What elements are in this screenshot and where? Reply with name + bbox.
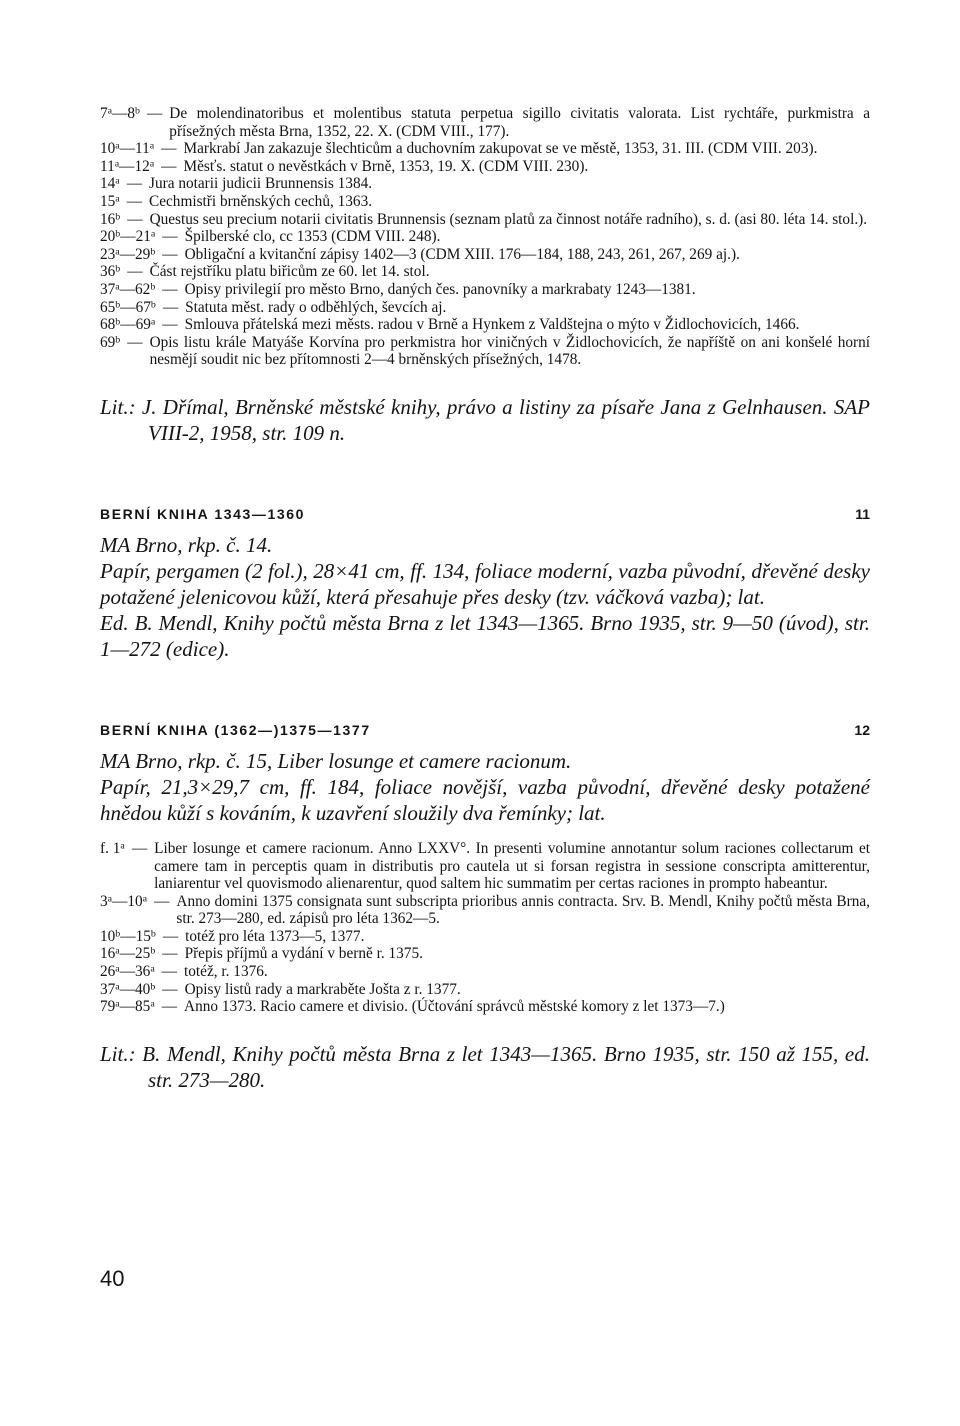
folio-description: totéž, r. 1376. bbox=[184, 963, 268, 981]
folio-entry: 14$^a$ — Jura notarii judicii Brunnensis 1384. bbox=[100, 175, 870, 193]
folio-range: 3$^a$—10$^a$ bbox=[100, 892, 148, 910]
page-content bbox=[100, 105, 870, 1093]
folio-range: 7$^a$—8$^b$ bbox=[100, 105, 140, 122]
folio-range: 16$^b$ bbox=[100, 210, 121, 228]
page-number: 40 bbox=[100, 1266, 125, 1291]
folio-description: Cechmistři brněnských cechů, 1363. bbox=[149, 192, 373, 210]
folio-range: 79$^a$—85$^a$ bbox=[100, 998, 155, 1016]
folio-range: 14$^a$ bbox=[100, 175, 120, 193]
folio-description: De molendinatoribus et molentibus statuta perpetua sigillo civitatis valorata. List rychtáře, purkmistra a přísežných města Brna, 1352, 22. X. (CDM VIII., 177). bbox=[169, 105, 870, 140]
section-title: BERNÍ KNIHA (1362—)1375—1377 bbox=[100, 721, 371, 738]
section-heading bbox=[100, 506, 870, 522]
folio-range: 11$^a$—12$^a$ bbox=[100, 157, 155, 175]
folio-range: f. 1$^a$ bbox=[100, 839, 125, 857]
folio-description: Liber losunge et camere racionum. Anno LXXV°. In presenti volumine annotantur solum raciones collectarum et camere tam in perceptis quam in distributis pro cautela ut si forsan registra in sessione conscripta amitterentur, laniarentur vel quovismodo alienarentur, quod saltem hic summatim per certas raciones in prompto habeantur. bbox=[154, 839, 870, 893]
folio-entry: 3$^a$—10$^a$ — Anno domini 1375 consignata sunt subscripta prioribus annis contracta. Srv. B. Mendl, Knihy počtů města Brna, str. 273—280, ed. zápisů pro léta 1362—5. bbox=[100, 892, 870, 928]
archive-signature: MA Brno, rkp. č. 14. bbox=[100, 532, 273, 557]
folio-range: 23$^a$—29$^b$ bbox=[100, 245, 156, 263]
folio-entry: 20$^b$—21$^a$ — Špilberské clo, cc 1353 (CDM VIII. 248). bbox=[100, 228, 870, 246]
folio-description: Smlouva přátelská mezi městs. radou v Brně a Hynkem z Valdštejna o mýto v Židlochovicích, 1466. bbox=[184, 316, 800, 334]
folio-entry: 36$^b$ — Část rejstříku platu biřicům ze 60. let 14. stol. bbox=[100, 263, 870, 281]
folio-description: Opisy privilegií pro město Brno, daných čes. panovníky a markrabaty 1243—1381. bbox=[184, 280, 696, 298]
folio-range: 68$^b$—69$^a$ bbox=[100, 316, 156, 334]
folio-range: 69$^b$ bbox=[100, 333, 121, 351]
folio-description: Část rejstříku platu biřicům ze 60. let 14. stol. bbox=[149, 263, 430, 281]
folio-entry: 68$^b$—69$^a$ — Smlouva přátelská mezi městs. radou v Brně a Hynkem z Valdštejna o mýto v Židlochovicích, 1466. bbox=[100, 316, 870, 334]
folio-list bbox=[100, 105, 870, 369]
folio-entry: 10$^b$—15$^b$ — totéž pro léta 1373—5, 1377. bbox=[100, 928, 870, 946]
folio-description: Statuta měst. rady o odběhlých, ševcích aj. bbox=[185, 298, 447, 316]
folio-range: 37$^a$—62$^b$ bbox=[100, 280, 156, 298]
folio-entry: 10$^a$—11$^a$ — Markrabí Jan zakazuje šlechticům a duchovním zakupovat se ve městě, 1353, 31. III. (CDM VIII. 203). bbox=[100, 140, 870, 158]
folio-entry: 37$^a$—40$^b$ — Opisy listů rady a markraběte Jošta z r. 1377. bbox=[100, 981, 870, 999]
folio-entry: 15$^a$ — Cechmistři brněnských cechů, 1363. bbox=[100, 193, 870, 211]
folio-entry: 23$^a$—29$^b$ — Obligační a kvitanční zápisy 1402—3 (CDM XIII. 176—184, 188, 243, 261, 267, 269 aj.). bbox=[100, 246, 870, 264]
folio-entry: 37$^a$—62$^b$ — Opisy privilegií pro město Brno, daných čes. panovníky a markrabaty 1243—1381. bbox=[100, 281, 870, 299]
folio-description: Questus seu precium notarii civitatis Brunnensis (seznam platů za činnost notáře radního), s. d. (asi 80. léta 14. stol.). bbox=[149, 210, 868, 228]
folio-description: totéž pro léta 1373—5, 1377. bbox=[185, 927, 365, 945]
folio-description: Špilberské clo, cc 1353 (CDM VIII. 248). bbox=[184, 228, 441, 246]
folio-description: Opisy listů rady a markraběte Jošta z r. 1377. bbox=[184, 980, 461, 998]
section-heading bbox=[100, 722, 870, 738]
folio-list bbox=[100, 840, 870, 1016]
book-description bbox=[100, 532, 870, 662]
folio-entry: 16$^a$—25$^b$ — Přepis příjmů a vydání v berně r. 1375. bbox=[100, 945, 870, 963]
folio-entry: f. 1$^a$ — Liber losunge et camere racionum. Anno LXXV°. In presenti volumine annotantur solum raciones collectarum et camere tam in perceptis quam in distributis pro cautela ut si forsan registra in sessione conscripta amitterentur, laniarentur vel quovismodo alienarentur, quod saltem hic summatim per certas raciones in prompto habeantur. bbox=[100, 839, 870, 893]
section-title: BERNÍ KNIHA 1343—1360 bbox=[100, 505, 306, 522]
physical-description: Papír, pergamen (2 fol.), 28×41 cm, ff. 134, foliace moderní, vazba původní, dřevěné desky potažené jelenicovou kůží, která přesahuje přes desky (tzv. váčková vazba); lat. bbox=[100, 558, 870, 609]
folio-description: Anno domini 1375 consignata sunt subscripta prioribus annis contracta. Srv. B. Mendl, Knihy počtů města Brna, str. 273—280, ed. zápisů pro léta 1362—5. bbox=[176, 892, 870, 928]
section-number: 11 bbox=[855, 505, 870, 522]
folio-entry: 69$^b$ — Opis listu krále Matyáše Korvína pro perkmistra hor viničných v Židlochovicích, že napříště on ani konšelé horní nesmějí soudit nic bez přítomnosti 2—4 brněnských přísežných, 1478. bbox=[100, 333, 870, 369]
folio-description: Anno 1373. Racio camere et divisio. (Účtování správců městské komory z let 1373—7.) bbox=[184, 998, 725, 1016]
folio-description: Obligační a kvitanční zápisy 1402—3 (CDM XIII. 176—184, 188, 243, 261, 267, 269 aj.). bbox=[184, 245, 740, 263]
folio-range: 37$^a$—40$^b$ bbox=[100, 980, 156, 998]
folio-entry: 79$^a$—85$^a$ — Anno 1373. Racio camere et divisio. (Účtování správců městské komory z let 1373—7.) bbox=[100, 998, 870, 1016]
edition-note: Ed. B. Mendl, Knihy počtů města Brna z let 1343—1365. Brno 1935, str. 9—50 (úvod), str. 1—272 (edice). bbox=[100, 610, 870, 661]
book-entry-11 bbox=[100, 506, 870, 662]
folio-range: 36$^b$ bbox=[100, 263, 121, 281]
folio-description: Jura notarii judicii Brunnensis 1384. bbox=[149, 175, 373, 193]
folio-range: 26$^a$—36$^a$ bbox=[100, 963, 155, 981]
folio-range: 10$^a$—11$^a$ bbox=[100, 140, 155, 158]
folio-range: 16$^a$—25$^b$ bbox=[100, 945, 156, 963]
folio-range: 15$^a$ bbox=[100, 192, 120, 210]
folio-range: 10$^b$—15$^b$ bbox=[100, 927, 156, 945]
folio-entry: 11$^a$—12$^a$ — Měsťs. statut o nevěstkách v Brně, 1353, 19. X. (CDM VIII. 230). bbox=[100, 158, 870, 176]
book-entry-12 bbox=[100, 722, 870, 1093]
folio-description: Opis listu krále Matyáše Korvína pro perkmistra hor viničných v Židlochovicích, že napříště on ani konšelé horní nesmějí soudit nic bez přítomnosti 2—4 brněnských přísežných, 1478. bbox=[149, 333, 870, 369]
physical-description: Papír, 21,3×29,7 cm, ff. 184, foliace novější, vazba původní, dřevěné desky potažené hnědou kůží s kováním, k uzavření sloužily dva řemínky; lat. bbox=[100, 774, 870, 825]
book-description bbox=[100, 748, 870, 826]
folio-description: Měsťs. statut o nevěstkách v Brně, 1353, 19. X. (CDM VIII. 230). bbox=[183, 157, 589, 175]
folio-description: Markrabí Jan zakazuje šlechticům a duchovním zakupovat se ve městě, 1353, 31. III. (CDM VIII. 203). bbox=[183, 140, 818, 158]
folio-entry: 16$^b$ — Questus seu precium notarii civitatis Brunnensis (seznam platů za činnost notáře radního), s. d. (asi 80. léta 14. stol.). bbox=[100, 211, 870, 229]
folio-range: 20$^b$—21$^a$ bbox=[100, 228, 156, 246]
literature-note: Lit.: B. Mendl, Knihy počtů města Brna z let 1343—1365. Brno 1935, str. 150 až 155, ed. str. 273—280. bbox=[100, 1041, 870, 1092]
folio-description: Přepis příjmů a vydání v berně r. 1375. bbox=[184, 945, 423, 963]
section-number: 12 bbox=[854, 721, 870, 738]
literature-note: Lit.: J. Dřímal, Brněnské městské knihy, právo a listiny za písaře Jana z Gelnhausen. SAP VIII-2, 1958, str. 109 n. bbox=[100, 394, 870, 445]
folio-entry: 65$^b$—67$^b$ — Statuta měst. rady o odběhlých, ševcích aj. bbox=[100, 299, 870, 317]
folio-entry: 26$^a$—36$^a$ — totéž, r. 1376. bbox=[100, 963, 870, 981]
folio-entry: 7$^a$—8$^b$ — De molendinatoribus et molentibus statuta perpetua sigillo civitatis valorata. List rychtáře, purkmistra a přísežných města Brna, 1352, 22. X. (CDM VIII., 177). bbox=[100, 105, 870, 140]
folio-range: 65$^b$—67$^b$ bbox=[100, 298, 156, 316]
archive-signature: MA Brno, rkp. č. 15, Liber losunge et camere racionum. bbox=[100, 748, 572, 773]
